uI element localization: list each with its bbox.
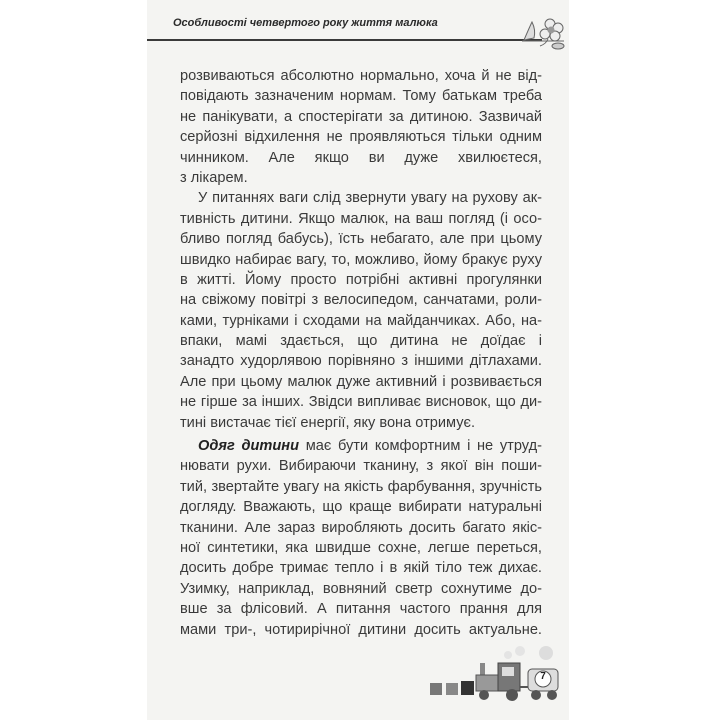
text-line: тині вистачає тієї енергії, яку вона отримує. <box>180 414 476 431</box>
text-line: тий, звертайте увагу на якість фарбування, зручність <box>180 478 542 495</box>
text-line: догляду. Вважають, що краще вибирати натуральні <box>180 499 542 516</box>
text-line: не гірше за інших. Звідси випливає висновок, що ди- <box>180 394 542 411</box>
text-line: чинником. Але якщо ви дуже хвилюєтеся, <box>180 149 542 166</box>
emphasis-term: Одяг дитини <box>198 438 299 455</box>
text-line: тканини. Але зараз виробляють досить багато якіс- <box>180 519 542 536</box>
text-line: повідають зазначеним нормам. Тому батькам треба <box>180 88 542 105</box>
text-line: в житті. Йому просто потрібні активні прогулянки <box>180 271 542 288</box>
text-span: має бути комфортним і не утруд- <box>299 438 542 455</box>
text-line: з лікарем. <box>180 169 248 186</box>
text-line: мами три-, чотирирічної дитини досить актуальне. <box>180 621 542 638</box>
running-header: Особливості четвертого року життя малюка <box>173 17 438 29</box>
text-line: швидко набирає вагу, то, можливо, йому бракує руху <box>180 251 542 268</box>
text-line: ної синтетики, яка швидше сохне, легше переться, <box>180 539 542 556</box>
text-line: У питаннях ваги слід звернути увагу на рухову ак- <box>198 190 542 207</box>
header-rule <box>147 39 542 41</box>
text-line: Узимку, наприклад, вовняний светр сохнутиме до- <box>180 580 542 597</box>
paragraph-1 <box>180 66 542 188</box>
paragraph-3 <box>180 436 542 640</box>
text-line: на свіжому повітрі з велосипедом, санчатами, роли- <box>180 292 542 309</box>
text-line: нювати рухи. Вибираючи тканину, з якої він поши- <box>180 458 542 475</box>
body-text <box>180 66 542 640</box>
text-line: ками, турніками і сходами на майданчиках. Або, на- <box>180 312 542 329</box>
page-number: 7 <box>540 671 546 682</box>
flower-icon <box>518 14 566 54</box>
text-line: тивність дитини. Якщо малюк, на ваш погляд (і осо- <box>180 210 542 227</box>
text-line: впаки, мамі здається, що дитина не доїдає і <box>180 333 542 350</box>
text-line: досить добре тримає тепло і в якій тіло теж дихає. <box>180 560 542 577</box>
text-line <box>180 436 542 456</box>
text-line: занадто худорлявою порівняно з іншими дітлахами. <box>180 353 542 370</box>
paragraph-2 <box>180 188 542 433</box>
text-line: Але при цьому малюк дуже активний і розвивається <box>180 373 542 390</box>
text-line: серйозні відхилення не проявляються тільки одним <box>180 129 542 146</box>
text-line: вше за флісовий. А питання частого прання для <box>180 601 542 618</box>
text-line: розвиваються абсолютно нормально, хоча й не від- <box>180 68 542 84</box>
text-line: бливо погляд бабусь), їсть небагато, але при цьому <box>180 231 542 248</box>
text-line: не панікувати, а спостерігати за дитиною. Зазвичай <box>180 108 542 125</box>
